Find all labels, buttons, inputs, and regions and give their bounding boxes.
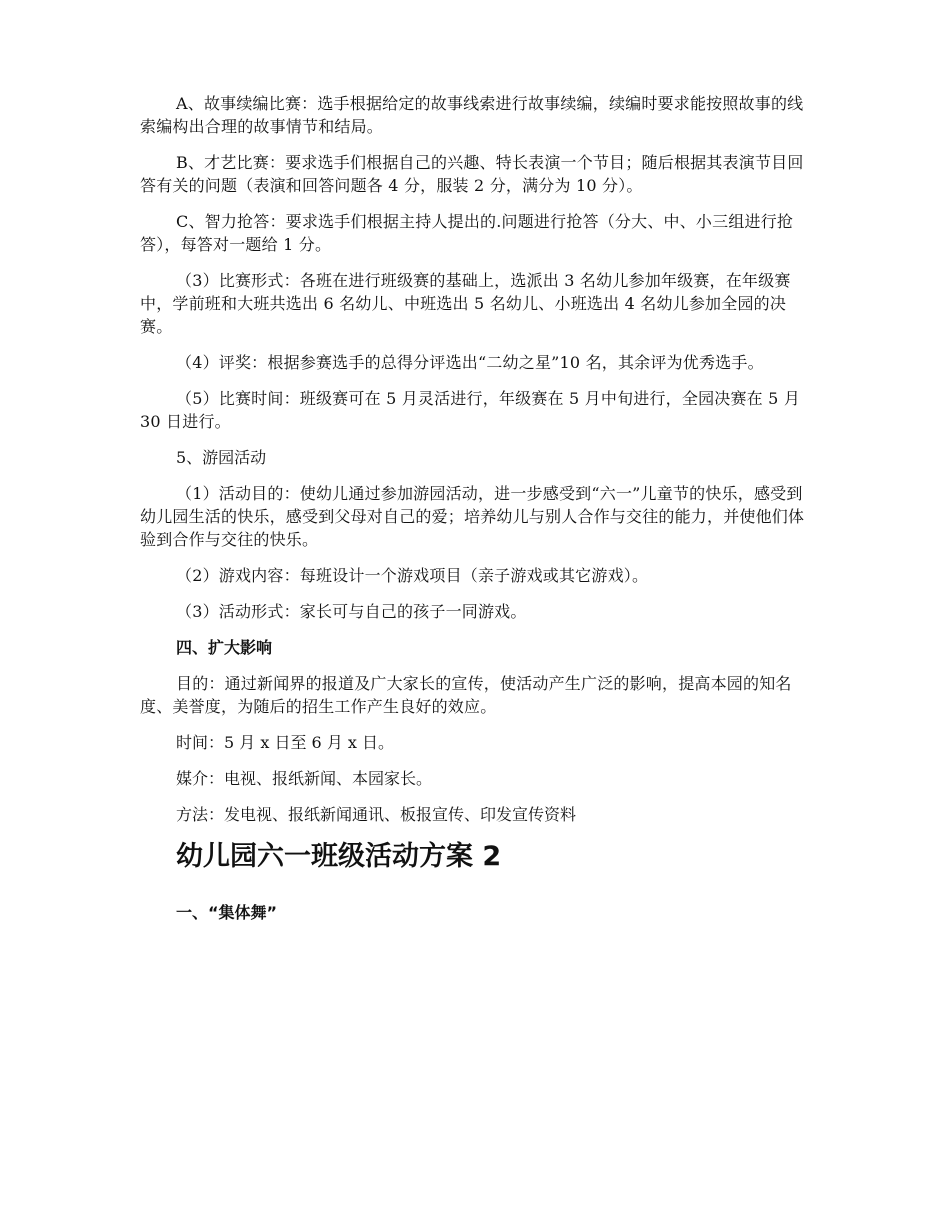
section-garden-activity: 5、游园活动 [176,448,267,467]
paragraph-contest-time: （5）比赛时间：班级赛可在 5 月灵活进行，年级赛在 5 月中旬进行，全园决赛在 5 月 30 日进行。 [140,389,801,431]
paragraph-activity-purpose: （1）活动目的：使幼儿通过参加游园活动，进一步感受到“六一”儿童节的快乐，感受到幼儿园生活的快乐，感受到父母对自己的爱；培养幼儿与别人合作与交往的能力，并使他们体验到合作与交往的快乐。 [140,484,805,549]
paragraph-method: 方法：发电视、报纸新闻通讯、板报宣传、印发宣传资料 [176,805,577,824]
document-page [140,92,812,924]
paragraph-media: 媒介：电视、报纸新闻、本园家长。 [176,769,433,788]
paragraph-talent-contest: B、才艺比赛：要求选手们根据自己的兴趣、特长表演一个节目；随后根据其表演节目回答有关的问题（表演和回答问题各 4 分，服装 2 分，满分为 10 分）。 [140,153,804,195]
paragraph-game-content: （2）游戏内容：每班设计一个游戏项目（亲子游戏或其它游戏）。 [176,566,649,585]
heading-expand-influence: 四、扩大影响 [176,638,273,657]
paragraph-activity-format: （3）活动形式：家长可与自己的孩子一同游戏。 [176,602,527,621]
paragraph-purpose: 目的：通过新闻界的报道及广大家长的宣传，使活动产生广泛的影响，提高本园的知名度、美誉度，为随后的招生工作产生良好的效应。 [140,674,792,716]
paragraph-awards: （4）评奖：根据参赛选手的总得分评选出“二幼之星”10 名，其余评为优秀选手。 [176,353,764,372]
paragraph-time: 时间：5 月 x 日至 6 月 x 日。 [176,733,395,752]
document-title-2: 幼儿园六一班级活动方案 2 [176,841,502,872]
paragraph-story-contest: A、故事续编比赛：选手根据给定的故事线索进行故事续编，续编时要求能按照故事的线索编构出合理的故事情节和结局。 [140,94,804,136]
heading-group-dance: 一、“集体舞” [176,903,278,922]
paragraph-quiz-contest: C、智力抢答：要求选手们根据主持人提出的.问题进行抢答（分大、中、小三组进行抢答），每答对一题给 1 分。 [140,212,794,254]
paragraph-contest-format: （3）比赛形式：各班在进行班级赛的基础上，选派出 3 名幼儿参加年级赛，在年级赛中，学前班和大班共选出 6 名幼儿、中班选出 5 名幼儿、小班选出 4 名幼儿参加全园的决赛。 [140,271,791,336]
